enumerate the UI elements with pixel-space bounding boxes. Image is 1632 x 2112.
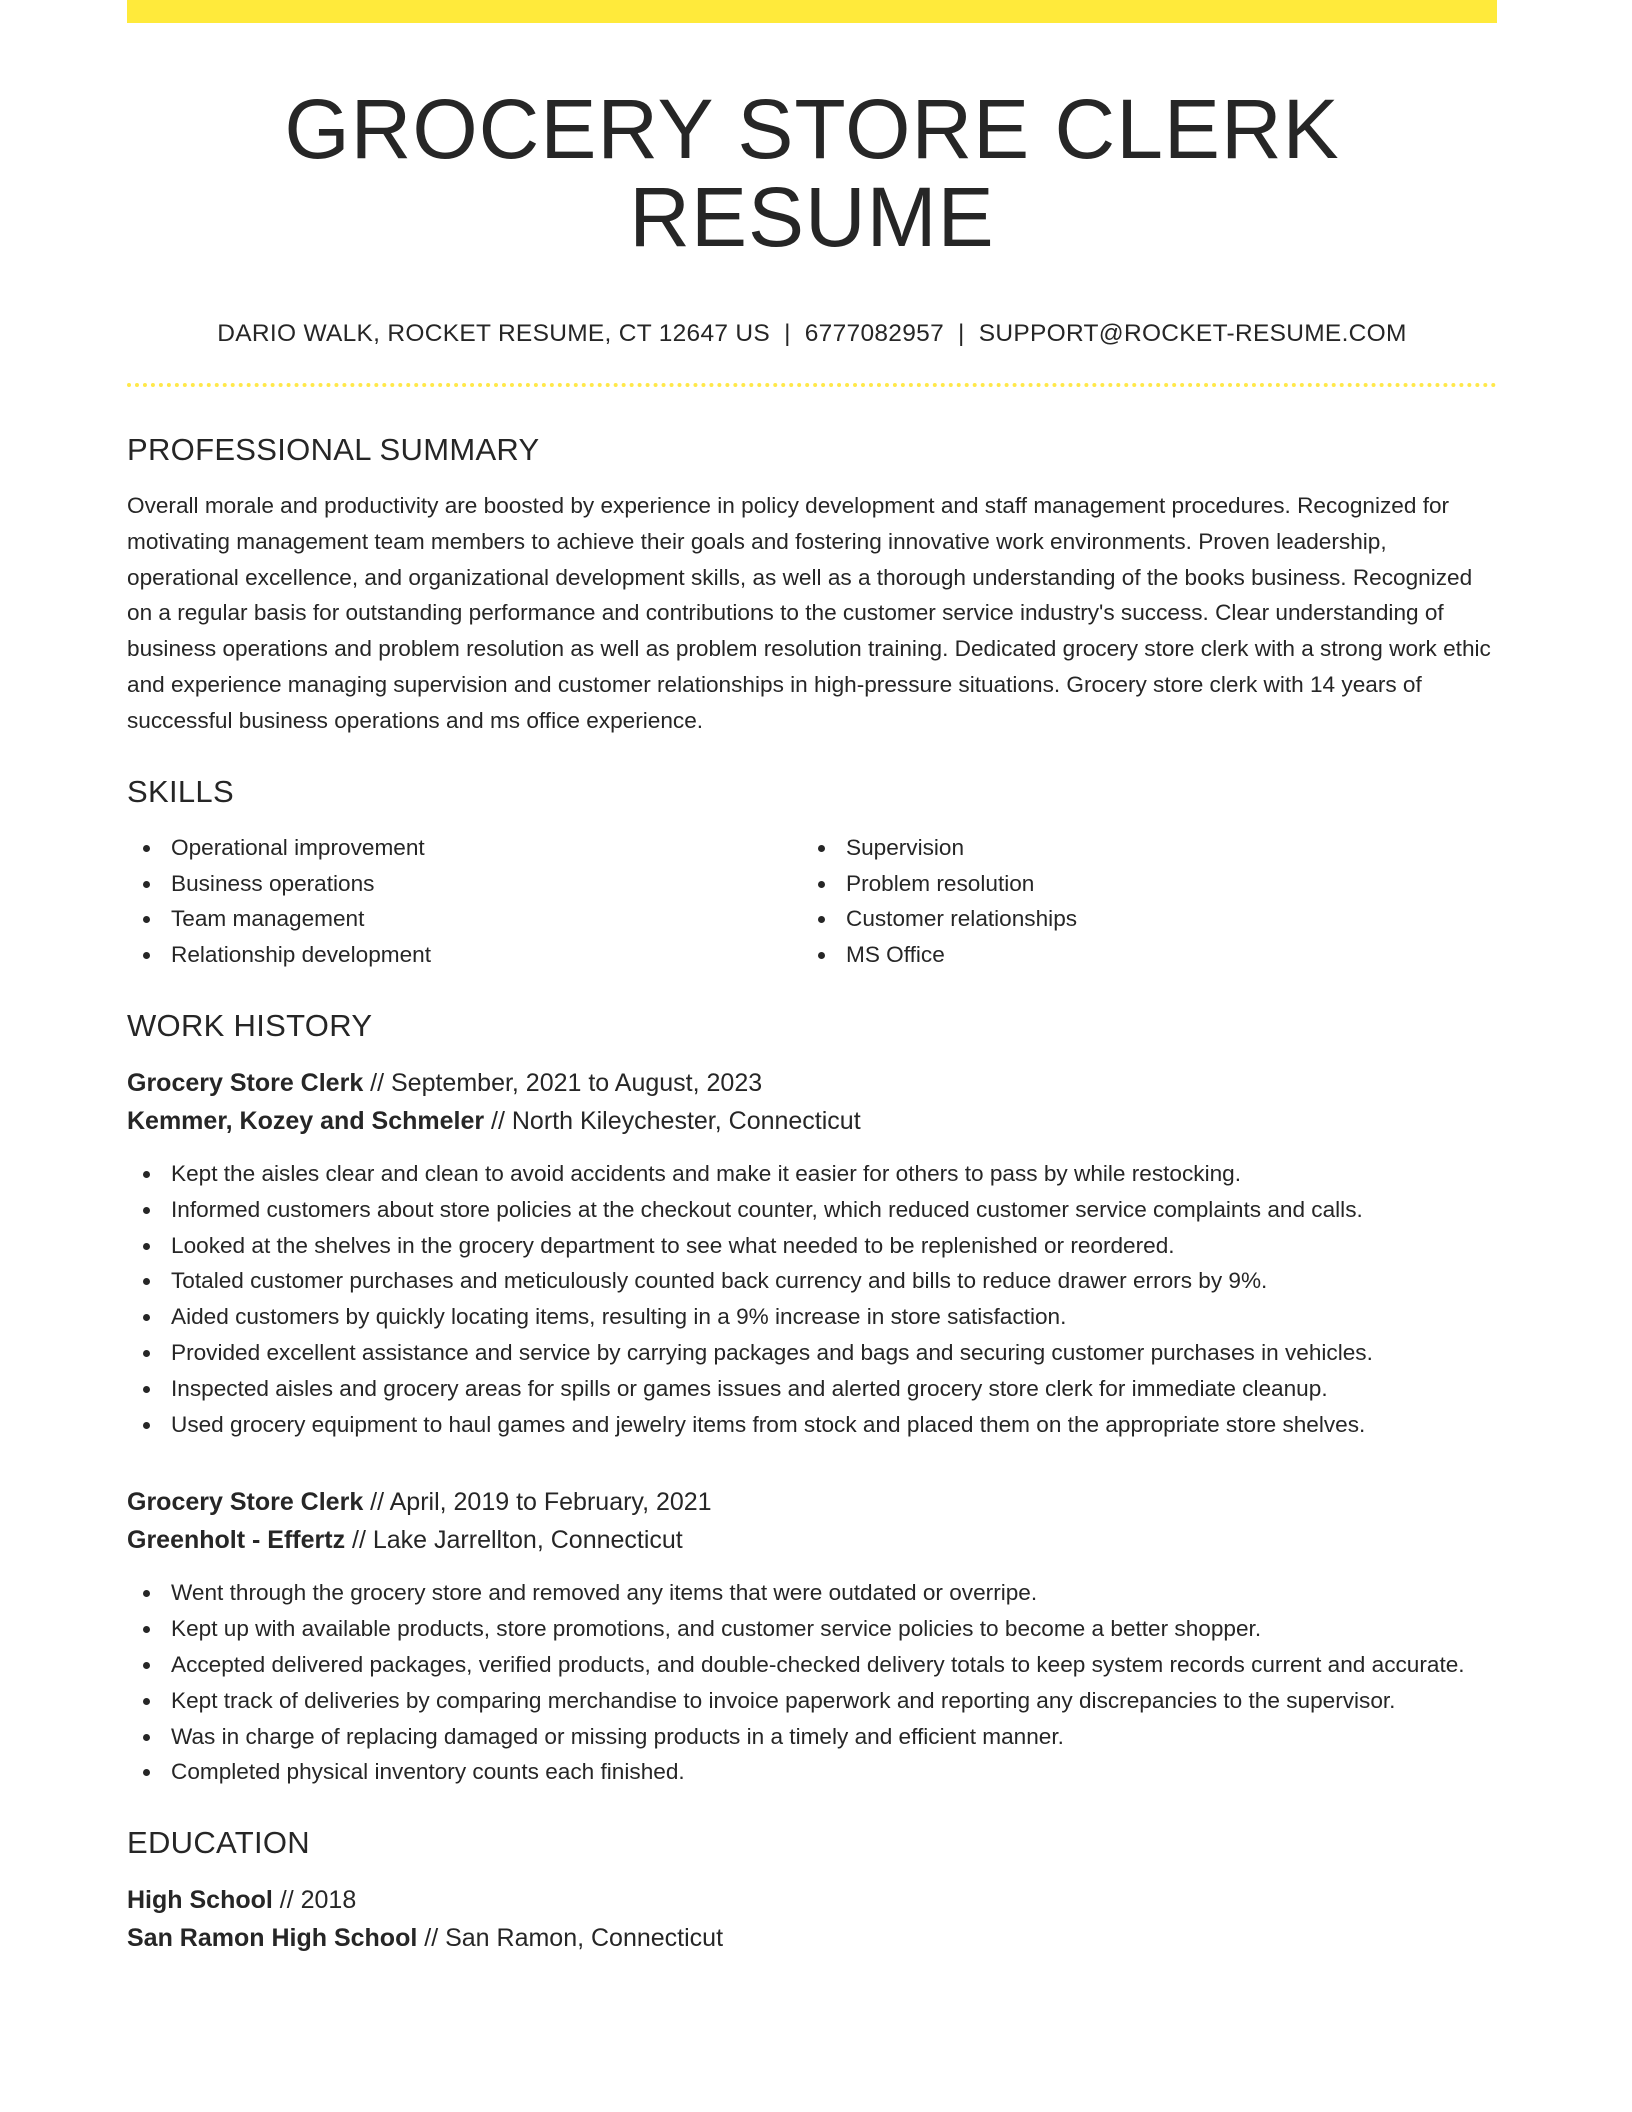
education-school: San Ramon High School [127,1924,418,1953]
skill-item: Operational improvement [127,830,802,866]
skill-item: Team management [127,901,802,937]
duty-item: Completed physical inventory counts each finished. [127,1754,1497,1790]
job-entry [127,1064,1497,1442]
duty-item: Kept track of deliveries by comparing merchandise to invoice paperwork and reporting any discrepancies to the supervisor. [127,1683,1497,1719]
duty-item: Kept the aisles clear and clean to avoid accidents and make it easier for others to pass by while restocking. [127,1156,1497,1192]
job-title: Grocery Store Clerk [127,1488,364,1517]
education-location: // San Ramon, Connecticut [417,1924,724,1953]
contact-line [127,319,1497,348]
skill-item: Customer relationships [802,901,1477,937]
job-company: Greenholt - Effertz [127,1526,346,1555]
duty-item: Informed customers about store policies at the checkout counter, which reduced customer service complaints and calls. [127,1192,1497,1228]
duty-item: Used grocery equipment to haul games and jewelry items from stock and placed them on the appropriate store shelves. [127,1407,1497,1443]
job-company: Kemmer, Kozey and Schmeler [127,1107,485,1136]
skill-item: Business operations [127,866,802,902]
contact-phone: 6777082957 [804,320,945,348]
job-location: // Lake Jarrellton, Connecticut [345,1526,683,1555]
education-year: // 2018 [272,1886,357,1915]
job-title-line [127,1483,1497,1521]
summary-text: Overall morale and productivity are boosted by experience in policy development and staff management procedures. Recognized for motivating management team members to achieve their goals and fostering innovative work environments. Proven leadership, operational excellence, and organizational development skills, as well as a thorough understanding of the books business. Recognized on a regular basis for outstanding performance and contributions to the customer service industry's success. Clear understanding of business operations and problem resolution as well as problem resolution training. Dedicated grocery store clerk with a strong work ethic and experience managing supervision and customer relationships in high-pressure situations. Grocery store clerk with 14 years of successful business operations and ms office experience. [127,492,1491,733]
skill-item: Problem resolution [802,866,1477,902]
duty-item: Accepted delivered packages, verified products, and double-checked delivery totals to keep system records current and accurate. [127,1647,1497,1683]
job-company-line [127,1102,1497,1140]
job-entry [127,1483,1497,1790]
skills-column-right [802,830,1477,973]
contact-address: DARIO WALK, ROCKET RESUME, CT 12647 US [217,320,771,348]
skills-list [127,830,1497,973]
dotted-divider [127,383,1497,387]
duty-item: Was in charge of replacing damaged or missing products in a timely and efficient manner. [127,1719,1497,1755]
education-degree-line [127,1881,1497,1919]
education-degree: High School [127,1886,273,1915]
job-title-line [127,1064,1497,1102]
job-duties [127,1575,1497,1790]
duty-item: Aided customers by quickly locating items, resulting in a 9% increase in store satisfaction. [127,1299,1497,1335]
job-dates: // April, 2019 to February, 2021 [363,1488,712,1517]
duty-item: Provided excellent assistance and service by carrying packages and bags and securing customer purchases in vehicles. [127,1335,1497,1371]
skills-column-left [127,830,802,973]
skill-item: Supervision [802,830,1477,866]
summary-heading: PROFESSIONAL SUMMARY [127,431,540,467]
skills-heading: SKILLS [127,773,234,809]
education-heading: EDUCATION [127,1825,310,1861]
job-title: Grocery Store Clerk [127,1069,364,1098]
contact-email: SUPPORT@ROCKET-RESUME.COM [978,320,1407,348]
duty-item: Totaled customer purchases and meticulously counted back currency and bills to reduce drawer errors by 9%. [127,1263,1497,1299]
duty-item: Inspected aisles and grocery areas for spills or games issues and alerted grocery store clerk for immediate cleanup. [127,1371,1497,1407]
resume-page [127,0,1497,1957]
duty-item: Kept up with available products, store promotions, and customer service policies to become a better shopper. [127,1611,1497,1647]
skill-item: Relationship development [127,937,802,973]
duty-item: Went through the grocery store and removed any items that were outdated or overripe. [127,1575,1497,1611]
job-dates: // September, 2021 to August, 2023 [363,1069,763,1098]
work-history-heading: WORK HISTORY [127,1007,373,1043]
contact-separator: | [784,320,791,348]
skill-item: MS Office [802,937,1477,973]
job-duties [127,1156,1497,1442]
contact-separator: | [958,320,965,348]
education-school-line [127,1919,1497,1957]
job-location: // North Kileychester, Connecticut [484,1107,861,1136]
job-company-line [127,1521,1497,1559]
resume-title: GROCERY STORE CLERK RESUME [284,82,1340,265]
duty-item: Looked at the shelves in the grocery department to see what needed to be replenished or reordered. [127,1228,1497,1264]
accent-top-bar [127,0,1497,23]
